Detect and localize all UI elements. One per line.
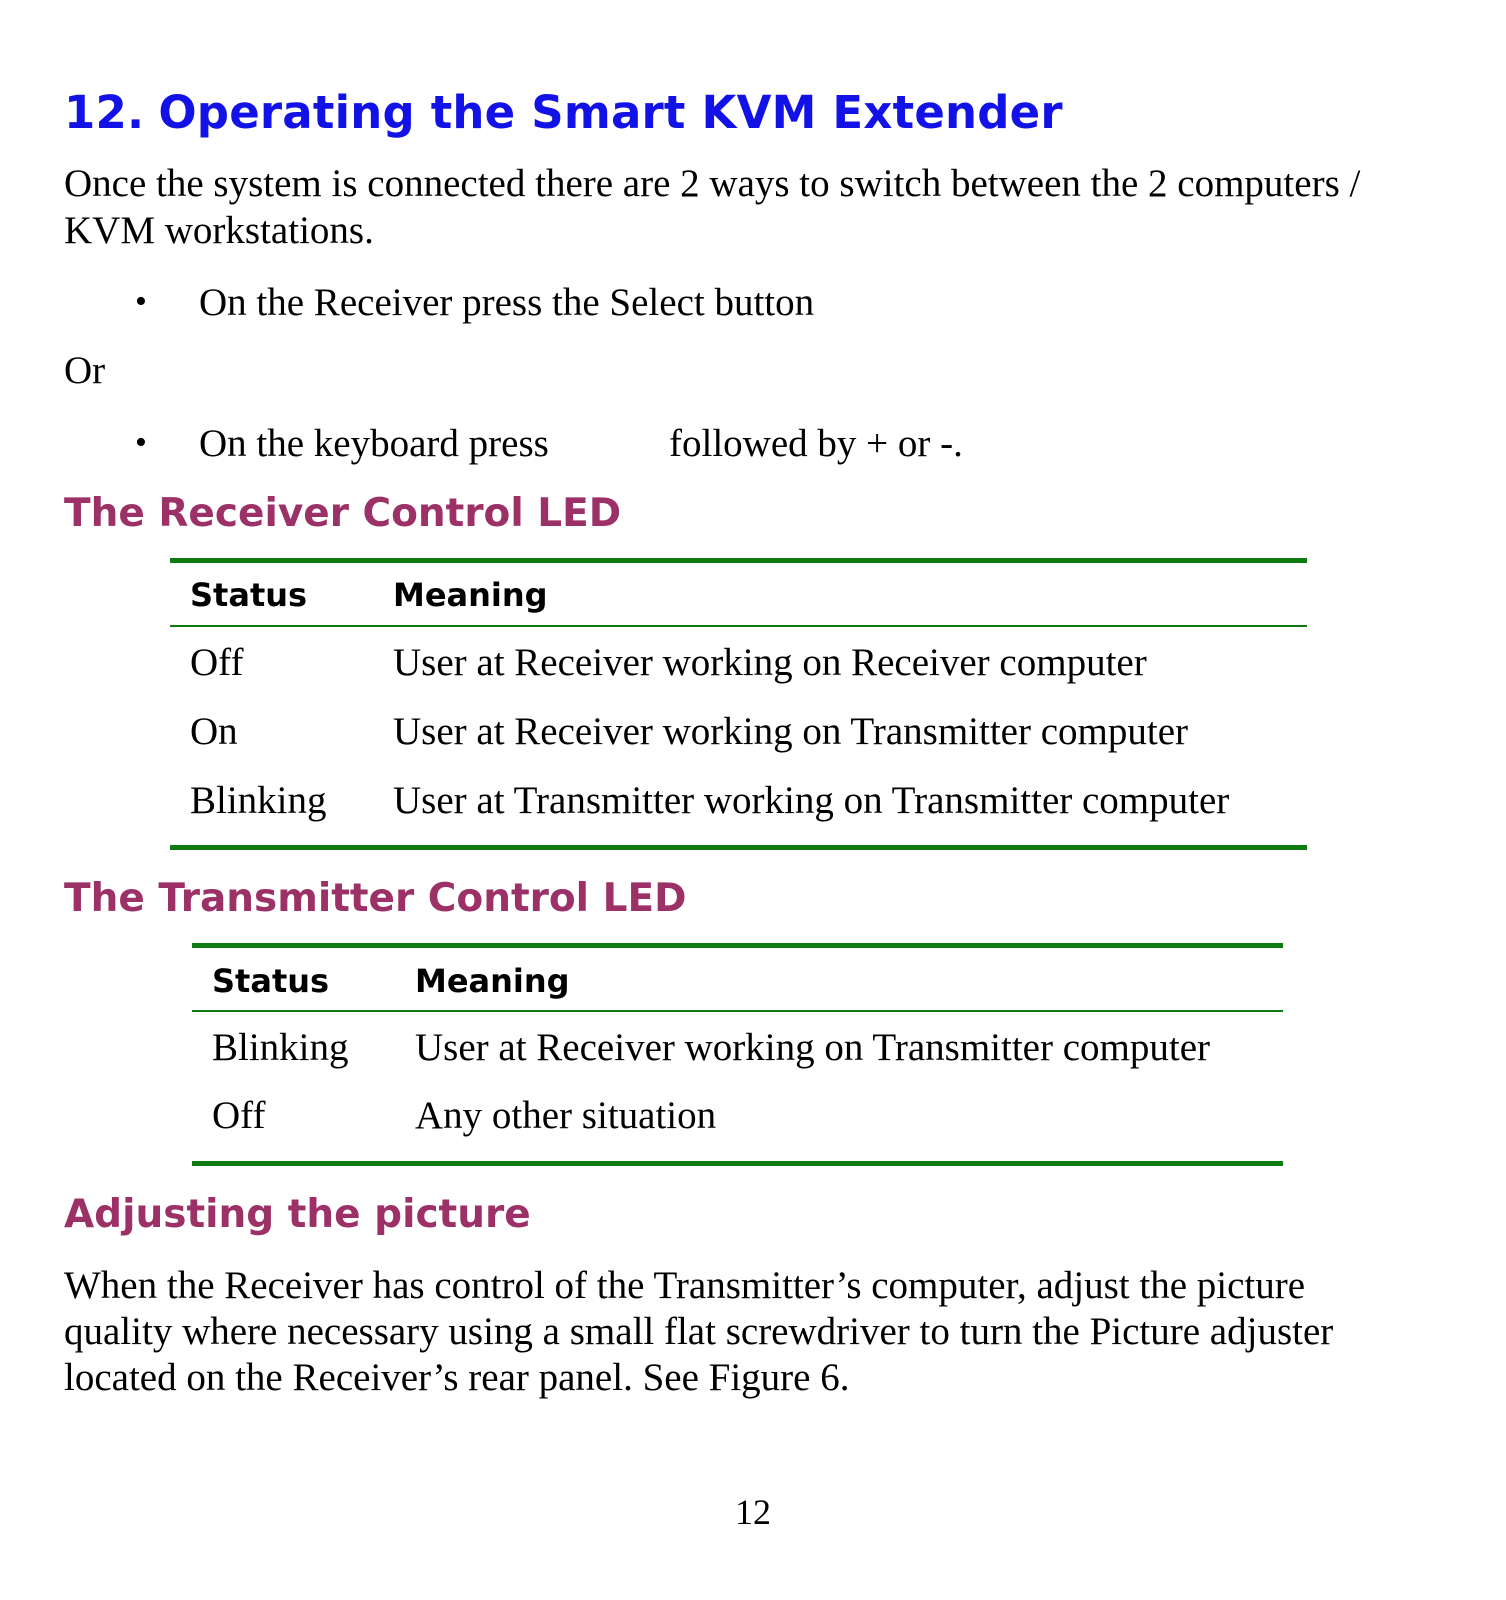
table-cell-status: Blinking bbox=[190, 779, 327, 822]
bullet-marker: • bbox=[135, 424, 147, 461]
receiver-table-header-rule bbox=[170, 625, 1307, 627]
table-cell-status: Off bbox=[212, 1094, 266, 1137]
transmitter-table-bottom-rule bbox=[192, 1161, 1283, 1166]
adjusting-heading: Adjusting the picture bbox=[64, 1192, 531, 1237]
or-separator: Or bbox=[64, 349, 106, 392]
bullet-select-button: On the Receiver press the Select button bbox=[199, 281, 815, 324]
table-cell-status: Off bbox=[190, 641, 244, 684]
table-cell-status: Blinking bbox=[212, 1026, 349, 1069]
intro-line-1: Once the system is connected there are 2 ways to switch between the 2 computers / bbox=[64, 162, 1361, 205]
table-cell-meaning: User at Transmitter working on Transmitter computer bbox=[393, 779, 1230, 822]
section-title-text: Operating the Smart KVM Extender bbox=[158, 86, 1063, 139]
bullet-keyboard-before: On the keyboard press bbox=[199, 422, 549, 465]
bullet-marker: • bbox=[135, 283, 147, 320]
transmitter-col-meaning: Meaning bbox=[415, 962, 570, 1000]
page-number: 12 bbox=[735, 1492, 771, 1532]
transmitter-table-header-rule bbox=[192, 1010, 1283, 1012]
table-cell-meaning: User at Receiver working on Transmitter computer bbox=[415, 1026, 1210, 1069]
table-cell-meaning: Any other situation bbox=[415, 1094, 717, 1137]
adjusting-line-2: quality where necessary using a small flat screwdriver to turn the Picture adjuster bbox=[64, 1310, 1334, 1353]
receiver-led-heading: The Receiver Control LED bbox=[64, 491, 622, 536]
table-cell-meaning: User at Receiver working on Transmitter computer bbox=[393, 710, 1188, 753]
section-number: 12. bbox=[64, 86, 145, 139]
receiver-col-status: Status bbox=[190, 576, 308, 614]
table-cell-meaning: User at Receiver working on Receiver computer bbox=[393, 641, 1147, 684]
receiver-col-meaning: Meaning bbox=[393, 576, 548, 614]
bullet-keyboard-after: followed by + or -. bbox=[669, 422, 963, 465]
receiver-table-top-rule bbox=[170, 558, 1307, 563]
table-cell-status: On bbox=[190, 710, 238, 753]
receiver-table-bottom-rule bbox=[170, 845, 1307, 850]
transmitter-col-status: Status bbox=[212, 962, 330, 1000]
intro-line-2: KVM workstations. bbox=[64, 209, 374, 252]
section-title bbox=[64, 86, 1063, 139]
transmitter-led-heading: The Transmitter Control LED bbox=[64, 876, 687, 921]
adjusting-line-3: located on the Receiver’s rear panel. See Figure 6. bbox=[64, 1356, 850, 1399]
transmitter-table-top-rule bbox=[192, 943, 1283, 948]
adjusting-line-1: When the Receiver has control of the Transmitter’s computer, adjust the picture bbox=[64, 1264, 1306, 1307]
